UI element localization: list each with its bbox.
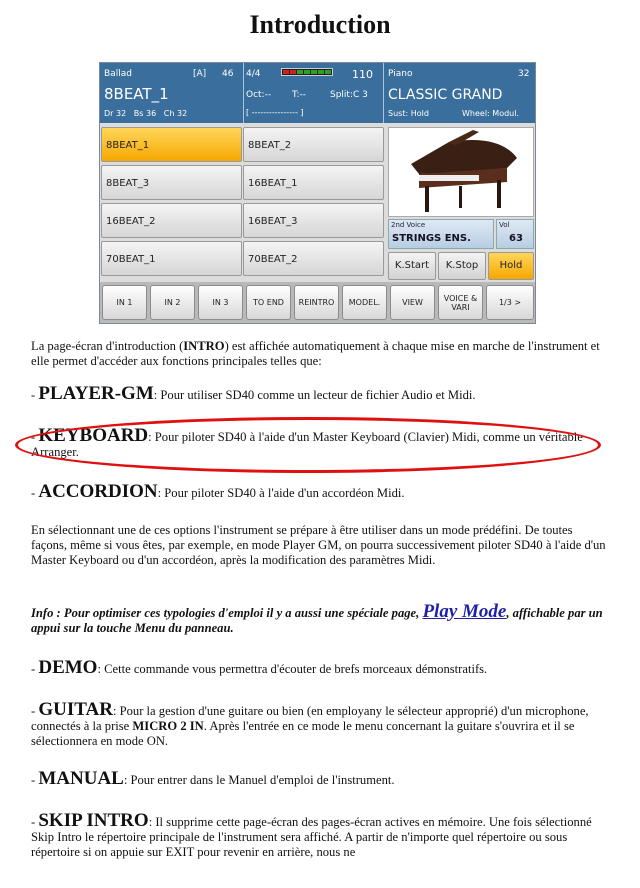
- voice-family: Piano: [388, 69, 413, 79]
- option-title: SKIP INTRO: [38, 810, 149, 831]
- voice-panel[interactable]: [384, 63, 536, 123]
- option-title: ACCORDION: [38, 481, 158, 502]
- sustain-label: Sust: Hold: [388, 109, 429, 118]
- option-text: : Cette commande vous permettra d'écouter de brefs morceaux démonstratifs.: [97, 662, 488, 676]
- voice-number: 32: [518, 69, 530, 79]
- volume-value: 63: [509, 233, 523, 244]
- tempo-value: 110: [352, 68, 373, 81]
- play-mode-link[interactable]: Play Mode: [422, 601, 507, 622]
- option-title: PLAYER-GM: [38, 383, 154, 404]
- time-signature: 4/4: [246, 69, 261, 79]
- highlight-ellipse: [15, 417, 601, 473]
- intro-keyword: INTRO: [183, 339, 225, 353]
- split-value: Split:C 3: [330, 90, 368, 100]
- arranger-screen: [99, 62, 536, 324]
- option-text: : Pour utiliser SD40 comme un lecteur de fichier Audio et Midi.: [153, 388, 476, 402]
- info-paragraph: [31, 601, 607, 636]
- intro-text: La page-écran d'introduction (: [31, 339, 184, 353]
- page-next-button[interactable]: 1/3 >: [486, 285, 534, 320]
- voice-vari-button[interactable]: VOICE & VARI: [438, 285, 483, 320]
- intro-1-button[interactable]: IN 1: [102, 285, 147, 320]
- option-title: GUITAR: [38, 699, 113, 720]
- style-name: 8BEAT_1: [104, 85, 169, 103]
- style-family: Ballad: [104, 69, 132, 79]
- info-text: Info : Pour optimiser ces typologies d'emploi il y a aussi une spéciale page,: [31, 606, 423, 620]
- page-title: Introduction: [249, 10, 391, 39]
- style-panel[interactable]: [100, 63, 244, 123]
- option-text: : Il supprime cette page-écran des pages-écran actives en mémoire. Une fois sélectionné Skip Intro le répertoire principale de l'instrument sera affiché. A partir de n'importe quel répertoire ou sous répertoire si on appuie sur EXIT pour revenir en arrière, nous ne: [31, 815, 592, 859]
- function-bar: [100, 282, 536, 324]
- option-keyboard: - KEYBOARD: Pour piloter SD40 à l'aide d'un Master Keyboard (Clavier) Midi, comme un véritable Arranger.: [31, 425, 583, 459]
- voice-name: CLASSIC GRAND: [388, 87, 503, 103]
- reintro-button[interactable]: REINTRO: [294, 285, 339, 320]
- intro-text: ) est affichée automatiquement à chaque mise en marche de l'instrument et elle permet d'accéder aux fonctions principales telles que:: [31, 339, 600, 368]
- k-stop-button[interactable]: K.Stop: [438, 252, 486, 280]
- volume-box[interactable]: [496, 219, 534, 249]
- second-voice-box[interactable]: [388, 219, 494, 249]
- wheel-label: Wheel: Modul.: [462, 109, 519, 118]
- intro-2-button[interactable]: IN 2: [150, 285, 195, 320]
- style-number: 46: [222, 69, 234, 79]
- style-info: Dr 32 Bs 36 Ch 32: [104, 109, 188, 118]
- micro-keyword: MICRO 2 IN: [132, 719, 204, 733]
- option-guitar: - GUITAR: Pour la gestion d'une guitare ou bien (en employany le sélecteur approprié) d'un microphone, connectés à la prise MICRO 2 IN. Après l'entrée en ce mode le menu concernant la guitare s'ouvrira et il se sélectionnera en mode ON.: [31, 699, 589, 748]
- style-cell[interactable]: 8BEAT_3: [101, 165, 242, 200]
- second-voice-name: STRINGS ENS.: [392, 233, 471, 244]
- option-text: : Pour entrer dans le Manuel d'emploi de l'instrument.: [123, 773, 395, 787]
- option-manual: - MANUAL: Pour entrer dans le Manuel d'emploi de l'instrument.: [31, 768, 395, 789]
- style-cell[interactable]: 8BEAT_1: [101, 127, 242, 162]
- volume-label: Vol: [499, 221, 510, 229]
- style-cell[interactable]: 8BEAT_2: [243, 127, 384, 162]
- style-cell[interactable]: 16BEAT_2: [101, 203, 242, 238]
- style-cell[interactable]: 70BEAT_1: [101, 241, 242, 276]
- info-text: , affichable par un appui sur la touche Menu du panneau.: [31, 606, 603, 635]
- intro-paragraph: [31, 339, 607, 369]
- to-end-button[interactable]: TO END: [246, 285, 291, 320]
- option-text: : Pour piloter SD40 à l'aide d'un accordéon Midi.: [157, 486, 405, 500]
- option-title: MANUAL: [38, 768, 124, 789]
- transpose-value: T:--: [292, 90, 307, 100]
- style-cell[interactable]: 16BEAT_1: [243, 165, 384, 200]
- selection-paragraph: En sélectionnant une de ces options l'instrument se prépare à être utiliser dans un mode prédéfini. De toutes façons, même si vous êtes, par exemple, en mode Player GM, on pourra successivement piloter SD40 à l'aide d'un Master Keyboard ou d'un accordéon, après la modification des paramètres Midi.: [31, 523, 606, 567]
- octave-value: Oct:--: [246, 90, 272, 100]
- option-skip-intro: - SKIP INTRO: Il supprime cette page-écran des pages-écran actives en mémoire. Une fois sélectionné Skip Intro le répertoire principale de l'instrument sera affiché. A partir de n'importe quel répertoire ou sous répertoire si on appuie sur EXIT pour revenir en arrière, nous ne: [31, 810, 592, 859]
- song-bracket: [ ---------------- ]: [246, 108, 304, 117]
- option-title: KEYBOARD: [38, 425, 149, 446]
- k-start-button[interactable]: K.Start: [388, 252, 436, 280]
- second-voice-label: 2nd Voice: [391, 221, 426, 229]
- option-demo: - DEMO: Cette commande vous permettra d'écouter de brefs morceaux démonstratifs.: [31, 657, 488, 678]
- option-player-gm: - PLAYER-GM: Pour utiliser SD40 comme un lecteur de fichier Audio et Midi.: [31, 383, 476, 404]
- option-title: DEMO: [38, 657, 98, 678]
- option-text: : Pour la gestion d'une guitare ou bien (en employany le sélecteur approprié) d'un microphone, connectés à la prise: [31, 704, 589, 733]
- option-text: . Après l'entrée en ce mode le menu concernant la guitare s'ouvrira et il se sélectionnera en mode ON.: [31, 719, 575, 748]
- model-button[interactable]: MODEL.: [342, 285, 387, 320]
- intro-3-button[interactable]: IN 3: [198, 285, 243, 320]
- style-cell[interactable]: 16BEAT_3: [243, 203, 384, 238]
- hold-button[interactable]: Hold: [488, 252, 534, 280]
- level-meter: [281, 68, 333, 76]
- style-cell[interactable]: 70BEAT_2: [243, 241, 384, 276]
- tempo-panel[interactable]: [244, 63, 384, 123]
- view-button[interactable]: VIEW: [390, 285, 435, 320]
- style-bank: [A]: [193, 69, 207, 79]
- option-accordion: - ACCORDION: Pour piloter SD40 à l'aide d'un accordéon Midi.: [31, 481, 405, 502]
- grand-piano-image: [388, 127, 534, 217]
- option-text: : Pour piloter SD40 à l'aide d'un Master Keyboard (Clavier) Midi, comme un véritable Arranger.: [31, 430, 583, 459]
